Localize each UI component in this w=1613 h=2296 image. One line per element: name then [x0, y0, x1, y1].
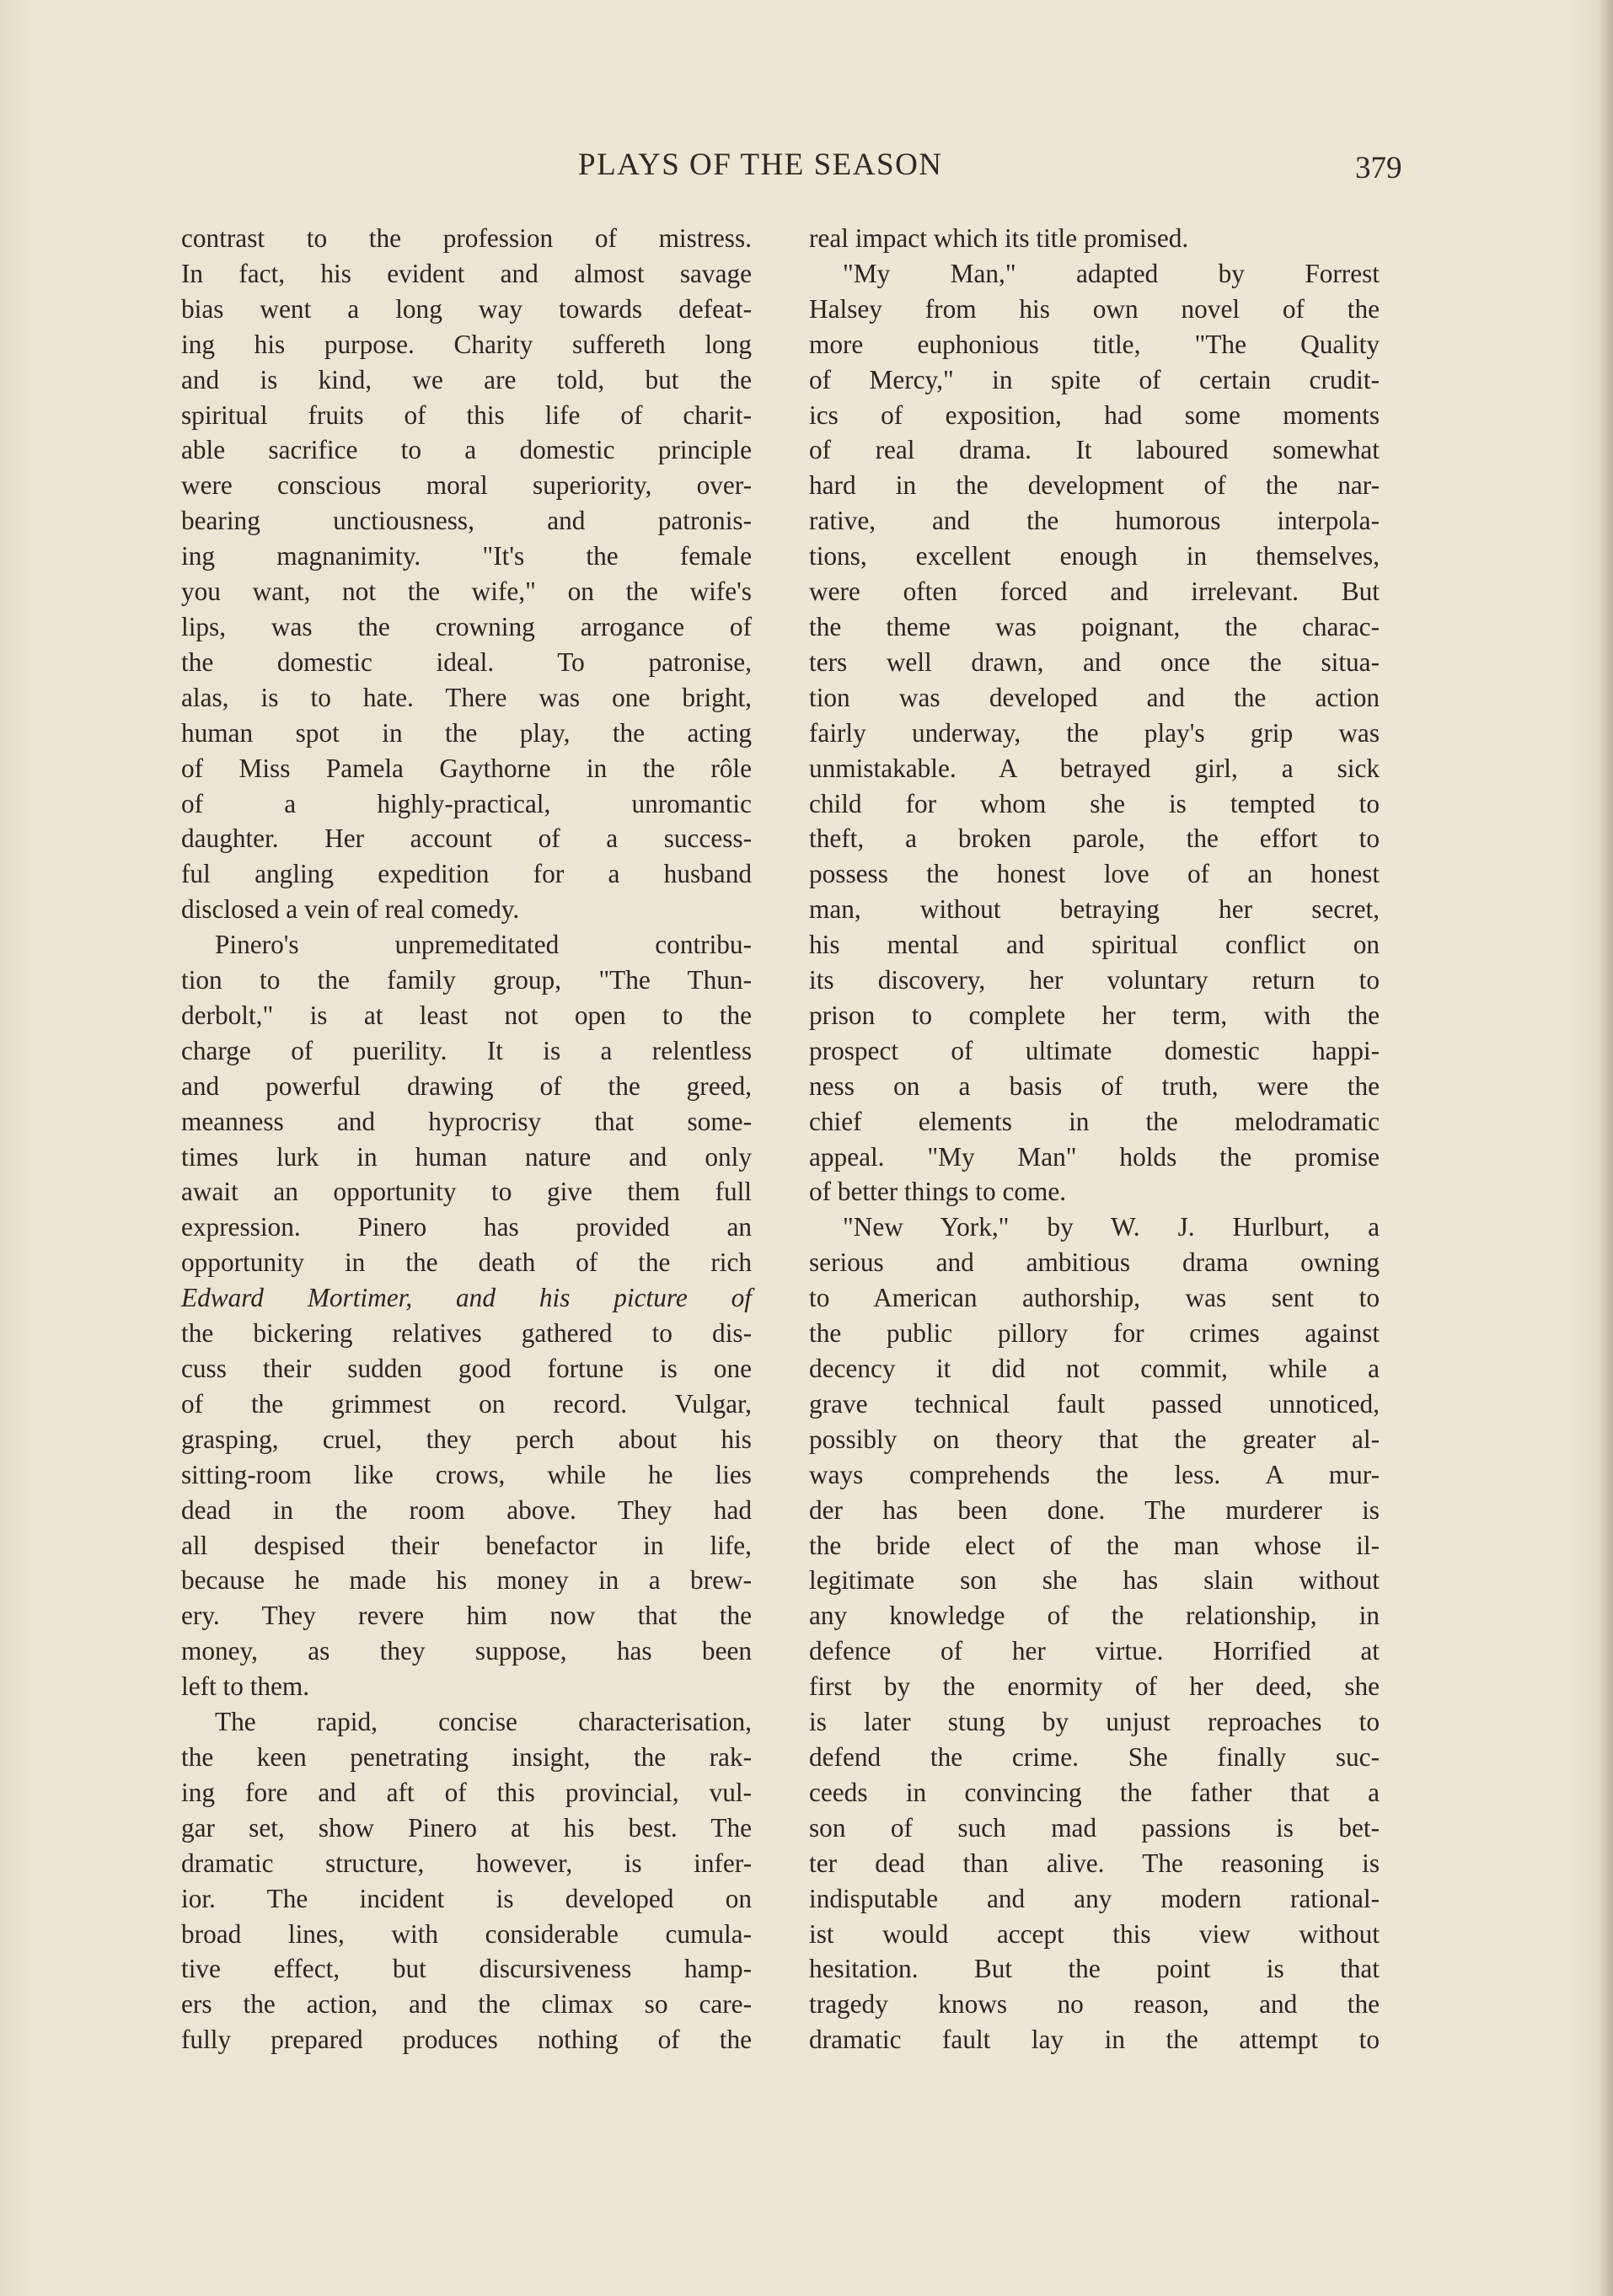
text-line: meanness and hyprocrisy that some- [181, 1106, 752, 1136]
text-line: possess the honest love of an honest [809, 859, 1380, 889]
text-line: times lurk in human nature and only [181, 1141, 752, 1172]
text-line: disclosed a vein of real comedy. [181, 894, 520, 925]
text-line: of Mercy," in spite of certain crudit- [809, 364, 1380, 394]
text-line: broad lines, with considerable cumula- [181, 1918, 752, 1949]
text-line: charge of puerility. It is a relentless [181, 1035, 752, 1065]
text-line: of real drama. It laboured somewhat [809, 435, 1380, 465]
text-line: its discovery, her voluntary return to [809, 965, 1380, 995]
text-line: to American authorship, was sent to [809, 1283, 1380, 1313]
text-line: serious and ambitious drama owning [809, 1247, 1380, 1278]
text-line: grasping, cruel, they perch about his [181, 1424, 752, 1454]
text-line: left to them. [181, 1671, 310, 1702]
text-line: the domestic ideal. To patronise, [181, 646, 752, 677]
text-line: the bickering relatives gathered to dis- [181, 1318, 752, 1349]
text-line: fully prepared produces nothing of the [181, 2025, 752, 2055]
text-line: the theme was poignant, the charac- [809, 611, 1380, 641]
text-line: await an opportunity to give them full [181, 1177, 752, 1207]
text-line: man, without betraying her secret, [809, 894, 1380, 925]
text-line: able sacrifice to a domestic principle [181, 435, 752, 465]
text-line: were conscious moral superiority, over- [181, 470, 752, 501]
text-line: ing his purpose. Charity suffereth long [181, 329, 752, 359]
text-line: unmistakable. A betrayed girl, a sick [809, 753, 1380, 783]
text-line: "New York," by W. J. Hurlburt, a [843, 1212, 1380, 1242]
text-line: all despised their benefactor in life, [181, 1530, 752, 1560]
text-line: tive effect, but discursiveness hamp- [181, 1954, 752, 1984]
text-line: grave technical fault passed unnoticed, [809, 1388, 1380, 1419]
text-line: prospect of ultimate domestic happi- [809, 1035, 1380, 1065]
text-line: prison to complete her term, with the [809, 1000, 1380, 1030]
text-line: any knowledge of the relationship, in [809, 1601, 1380, 1631]
text-line: In fact, his evident and almost savage [181, 258, 752, 288]
text-line: tions, excellent enough in themselves, [809, 541, 1380, 571]
text-line: hard in the development of the nar- [809, 470, 1380, 501]
text-line: ceeds in convincing the father that a [809, 1777, 1380, 1807]
text-line: because he made his money in a brew- [181, 1565, 752, 1596]
text-line: Halsey from his own novel of the [809, 293, 1380, 324]
text-line: rative, and the humorous interpola- [809, 506, 1380, 536]
text-line: the bride elect of the man whose il- [809, 1530, 1380, 1560]
text-line: cuss their sudden good fortune is one [181, 1354, 752, 1383]
text-line: child for whom she is tempted to [809, 788, 1380, 818]
text-line: opportunity in the death of the rich [181, 1247, 752, 1278]
text-line: human spot in the play, the acting [181, 717, 752, 748]
text-line: you want, not the wife," on the wife's [181, 577, 752, 607]
text-line: ers the action, and the climax so care- [181, 1989, 752, 2020]
text-line: and powerful drawing of the greed, [181, 1070, 752, 1101]
text-line: ing fore and aft of this provincial, vul- [181, 1777, 752, 1807]
text-line: ness on a basis of truth, were the [809, 1070, 1380, 1101]
text-line: is later stung by unjust reproaches to [809, 1707, 1380, 1737]
text-line: lips, was the crowning arrogance of [181, 611, 752, 641]
text-line: and is kind, we are told, but the [181, 364, 752, 394]
text-line: bias went a long way towards defeat- [181, 293, 752, 324]
text-line: contrast to the profession of mistress. [181, 223, 752, 253]
text-line: of the grimmest on record. Vulgar, [181, 1388, 752, 1419]
running-head: PLAYS OF THE SEASON [578, 148, 943, 182]
text-line: bearing unctiousness, and patronis- [181, 506, 752, 536]
text-line: decency it did not commit, while a [809, 1354, 1380, 1383]
text-line: appeal. "My Man" holds the promise [809, 1141, 1380, 1172]
page-edge-shadow [1598, 0, 1613, 2296]
text-line: hesitation. But the point is that [809, 1954, 1380, 1984]
text-line: money, as they suppose, has been [181, 1636, 752, 1666]
text-line: dead in the room above. They had [181, 1494, 752, 1525]
text-line: theft, a broken parole, the effort to [809, 823, 1380, 854]
text-line: son of such mad passions is bet- [809, 1812, 1380, 1843]
text-line: Edward Mortimer, and his picture of [181, 1283, 752, 1313]
text-line: indisputable and any modern rational- [809, 1883, 1380, 1913]
text-line: of Miss Pamela Gaythorne in the rôle [181, 753, 752, 783]
text-line: the public pillory for crimes against [809, 1318, 1380, 1349]
text-line: ery. They revere him now that the [181, 1601, 752, 1631]
text-line: of a highly-practical, unromantic [181, 788, 752, 818]
text-line: der has been done. The murderer is [809, 1494, 1380, 1525]
text-line: ior. The incident is developed on [181, 1883, 752, 1913]
text-line: defence of her virtue. Horrified at [809, 1636, 1380, 1666]
text-line: dramatic fault lay in the attempt to [809, 2025, 1380, 2055]
text-line: real impact which its title promised. [809, 223, 1189, 253]
text-line: first by the enormity of her deed, she [809, 1671, 1380, 1702]
text-line: possibly on theory that the greater al- [809, 1424, 1380, 1454]
page-header [0, 143, 1613, 194]
text-line: ist would accept this view without [809, 1918, 1380, 1949]
text-line: spiritual fruits of this life of charit- [181, 400, 752, 430]
right-column [809, 221, 1380, 2057]
left-column [181, 221, 752, 2057]
page-number: 379 [1355, 151, 1402, 185]
text-line: the keen penetrating insight, the rak- [181, 1741, 752, 1772]
text-line: ing magnanimity. "It's the female [181, 541, 752, 571]
text-line: defend the crime. She finally suc- [809, 1741, 1380, 1772]
text-line: ways comprehends the less. A mur- [809, 1459, 1380, 1489]
text-line: derbolt," is at least not open to the [181, 1000, 752, 1030]
text-line: sitting-room like crows, while he lies [181, 1459, 752, 1489]
text-line: ters well drawn, and once the situa- [809, 646, 1380, 677]
text-line: were often forced and irrelevant. But [809, 577, 1380, 607]
text-line: more euphonious title, "The Quality [809, 329, 1380, 359]
text-line: gar set, show Pinero at his best. The [181, 1812, 752, 1843]
text-line: dramatic structure, however, is infer- [181, 1848, 752, 1878]
text-line: of better things to come. [809, 1177, 1067, 1207]
text-line: tion was developed and the action [809, 682, 1380, 712]
text-line: tion to the family group, "The Thun- [181, 965, 752, 995]
text-line: ful angling expedition for a husband [181, 859, 752, 889]
text-line: daughter. Her account of a success- [181, 823, 752, 854]
text-line: his mental and spiritual conflict on [809, 930, 1380, 960]
text-line: Pinero's unpremeditated contribu- [215, 930, 752, 960]
text-line: The rapid, concise characterisation, [215, 1707, 752, 1737]
text-line: tragedy knows no reason, and the [809, 1989, 1380, 2020]
text-line: fairly underway, the play's grip was [809, 717, 1380, 748]
text-line: expression. Pinero has provided an [181, 1212, 752, 1242]
text-line: "My Man," adapted by Forrest [843, 258, 1380, 288]
text-line: legitimate son she has slain without [809, 1565, 1380, 1596]
text-line: chief elements in the melodramatic [809, 1106, 1380, 1136]
text-line: ter dead than alive. The reasoning is [809, 1848, 1380, 1878]
text-line: alas, is to hate. There was one bright, [181, 682, 752, 712]
text-line: ics of exposition, had some moments [809, 400, 1380, 430]
